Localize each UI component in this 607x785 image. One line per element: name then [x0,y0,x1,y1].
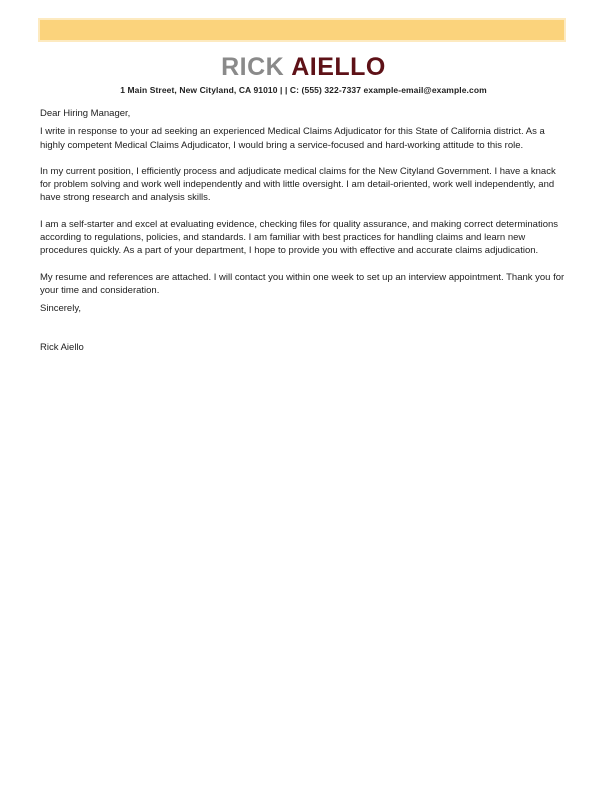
first-name: RICK [221,53,285,81]
paragraph-skills: I am a self-starter and excel at evaluating evidence, checking files for quality assurance, and making correct determinations according to regulations, policies, and standards. I am familiar with best practices for handling claims and learn new procedures quickly. As a part of your department, I hope to provide you with effective and accurate claims adjudication. [40,218,559,257]
accent-bar [38,18,566,42]
paragraph-follow-up: My resume and references are attached. I will contact you within one week to set up an interview appointment. Thank you for your time and consideration. [40,271,565,296]
letter-header [0,53,607,95]
paragraph-current-position: In my current position, I efficiently process and adjudicate medical claims for the New Cityland Government. I have a knack for problem solving and work well independently and with little oversight. I am detail-oriented, work well independently, and have strong research and analysis skills. [40,165,556,204]
letter-body [40,107,567,354]
closing: Sincerely, [40,303,82,315]
page-title [0,53,607,81]
last-name: AIELLO [291,53,386,81]
contact-line: 1 Main Street, New Cityland, CA 91010 | | C: (555) 322-7337 example-email@example.com [120,85,487,95]
paragraph-intro: I write in response to your ad seeking an experienced Medical Claims Adjudicator for this State of California district. As a highly competent Medical Claims Adjudicator, I would bring a service-focused and hard-working attitude to this role. [40,126,545,151]
signature-name: Rick Aiello [40,341,84,353]
salutation: Dear Hiring Manager, [40,108,131,119]
